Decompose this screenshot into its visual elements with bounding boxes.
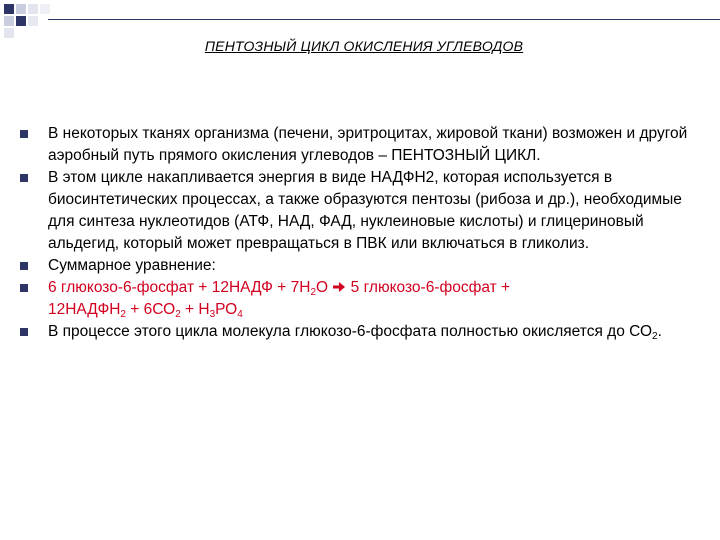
bullet-text: В некоторых тканях организма (печени, эритроцитах, жировой ткани) возможен и другой аэробный путь прямого окисления углеводов – ПЕНТОЗНЫЙ ЦИКЛ. bbox=[48, 125, 688, 164]
subscript: 2 bbox=[175, 309, 181, 320]
subscript: 2 bbox=[120, 309, 126, 320]
equation-text: 5 глюкозо-6-фосфат + bbox=[346, 279, 511, 296]
subscript: 3 bbox=[209, 309, 216, 320]
bullet-list bbox=[20, 123, 700, 343]
square-bullet-icon bbox=[20, 130, 28, 138]
right-arrow-icon bbox=[332, 281, 346, 293]
square-bullet-icon bbox=[20, 262, 28, 270]
corner-square bbox=[16, 4, 26, 14]
subscript: 2 bbox=[310, 287, 316, 298]
corner-square bbox=[4, 16, 14, 26]
equation-text: + 6СО bbox=[125, 301, 176, 318]
square-bullet-icon bbox=[20, 328, 28, 336]
corner-square bbox=[16, 16, 26, 26]
slide-title: ПЕНТОЗНЫЙ ЦИКЛ ОКИСЛЕНИЯ УГЛЕВОДОВ bbox=[204, 38, 524, 54]
equation-text: 6 глюкозо-6-фосфат + 12НАДФ + 7Н bbox=[48, 279, 311, 296]
header-rule bbox=[48, 19, 720, 20]
corner-square bbox=[4, 4, 14, 14]
bullet-item bbox=[20, 123, 700, 167]
subscript: 2 bbox=[652, 331, 658, 342]
equation-text: + Н bbox=[180, 301, 210, 318]
corner-square bbox=[4, 28, 14, 38]
equation-text: О bbox=[316, 279, 329, 296]
bullet-text: В этом цикле накапливается энергия в виде НАДФН2, которая используется в биосинтетических процессах, а также образуются пентозы (рибоза и др.), необходимые для синтеза нуклеотидов (АТФ, НАД, ФАД, нуклеиновые кислоты) и глицериновый альдегид, который может превращаться в ПВК или включаться в гликолиз. bbox=[48, 169, 682, 252]
bullet-text: . bbox=[657, 323, 662, 340]
equation-text: РО bbox=[215, 301, 238, 318]
corner-square bbox=[40, 4, 50, 14]
corner-square bbox=[28, 16, 38, 26]
square-bullet-icon bbox=[20, 174, 28, 182]
bullet-text: В процессе этого цикла молекула глюкозо-6-фосфата полностью окисляется до СО bbox=[48, 323, 653, 340]
square-bullet-icon bbox=[20, 284, 28, 292]
equation-item bbox=[20, 277, 700, 321]
equation-text: 12НАДФН bbox=[48, 301, 121, 318]
bullet-item bbox=[20, 255, 700, 277]
bullet-text: Суммарное уравнение: bbox=[48, 257, 216, 274]
bullet-item bbox=[20, 167, 700, 255]
corner-decoration bbox=[0, 0, 60, 40]
bullet-item bbox=[20, 321, 700, 343]
subscript: 4 bbox=[237, 309, 243, 320]
corner-square bbox=[28, 4, 38, 14]
